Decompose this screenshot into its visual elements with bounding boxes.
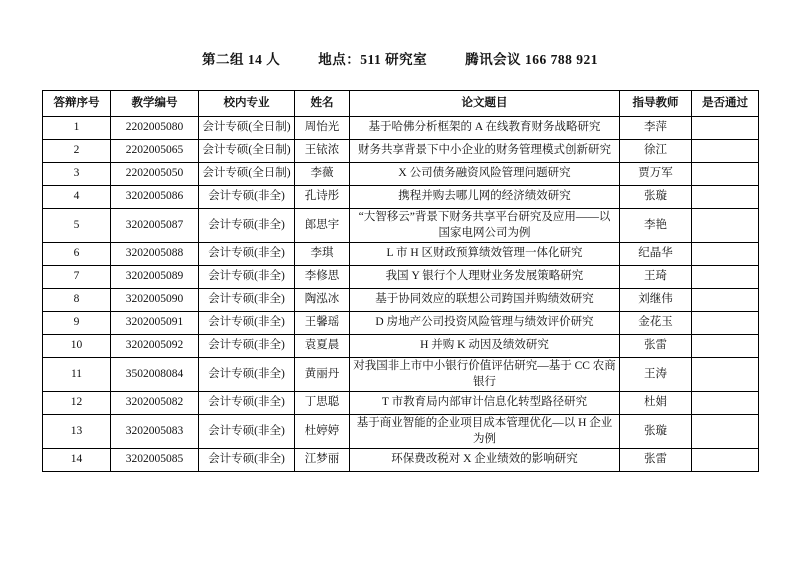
cell-teaching-id: 3202005083: [111, 415, 199, 449]
cell-name: 王铱浓: [295, 140, 350, 163]
cell-name: 李琪: [295, 243, 350, 266]
cell-thesis-title: 环保费改税对 X 企业绩效的影响研究: [350, 449, 620, 472]
cell-pass-status: [692, 163, 759, 186]
cell-name: 孔诗彤: [295, 186, 350, 209]
cell-name: 李修思: [295, 266, 350, 289]
cell-name: 周怡光: [295, 117, 350, 140]
cell-thesis-title: 对我国非上市中小银行价值评估研究—基于 CC 农商银行: [350, 358, 620, 392]
cell-pass-status: [692, 449, 759, 472]
cell-serial: 14: [43, 449, 111, 472]
cell-teaching-id: 2202005080: [111, 117, 199, 140]
cell-major: 会计专硕(全日制): [199, 163, 295, 186]
table-row: [43, 392, 759, 415]
group-label: 第二组 14 人: [201, 52, 281, 67]
cell-thesis-title: 基于哈佛分析框架的 A 在线教育财务战略研究: [350, 117, 620, 140]
meeting-label: 腾讯会议 166 788 921: [465, 52, 598, 67]
cell-name: 黄丽丹: [295, 358, 350, 392]
cell-major: 会计专硕(全日制): [199, 140, 295, 163]
cell-major: 会计专硕(非全): [199, 312, 295, 335]
cell-thesis-title: D 房地产公司投资风险管理与绩效评价研究: [350, 312, 620, 335]
table-body: [43, 117, 759, 472]
cell-teaching-id: 3502008084: [111, 358, 199, 392]
cell-major: 会计专硕(非全): [199, 289, 295, 312]
cell-advisor: 李萍: [620, 117, 692, 140]
cell-serial: 11: [43, 358, 111, 392]
cell-major: 会计专硕(非全): [199, 415, 295, 449]
cell-advisor: 徐江: [620, 140, 692, 163]
cell-advisor: 张雷: [620, 335, 692, 358]
cell-major: 会计专硕(非全): [199, 358, 295, 392]
cell-serial: 13: [43, 415, 111, 449]
cell-advisor: 金花玉: [620, 312, 692, 335]
cell-name: 李薇: [295, 163, 350, 186]
cell-serial: 1: [43, 117, 111, 140]
table-row: [43, 312, 759, 335]
cell-thesis-title: L 市 H 区财政预算绩效管理一体化研究: [350, 243, 620, 266]
cell-major: 会计专硕(非全): [199, 186, 295, 209]
cell-pass-status: [692, 186, 759, 209]
cell-teaching-id: 3202005091: [111, 312, 199, 335]
cell-advisor: 李艳: [620, 209, 692, 243]
cell-thesis-title: 携程并购去哪儿网的经济绩效研究: [350, 186, 620, 209]
cell-name: 王馨瑶: [295, 312, 350, 335]
table-row: [43, 209, 759, 243]
cell-serial: 7: [43, 266, 111, 289]
column-header-name: 姓名: [295, 91, 350, 117]
cell-major: 会计专硕(非全): [199, 243, 295, 266]
cell-serial: 10: [43, 335, 111, 358]
cell-thesis-title: 财务共享背景下中小企业的财务管理模式创新研究: [350, 140, 620, 163]
cell-thesis-title: X 公司债务融资风险管理问题研究: [350, 163, 620, 186]
cell-serial: 12: [43, 392, 111, 415]
cell-major: 会计专硕(非全): [199, 209, 295, 243]
cell-thesis-title: T 市教育局内部审计信息化转型路径研究: [350, 392, 620, 415]
cell-name: 郎思宇: [295, 209, 350, 243]
cell-pass-status: [692, 243, 759, 266]
cell-pass-status: [692, 209, 759, 243]
cell-advisor: 纪晶华: [620, 243, 692, 266]
cell-teaching-id: 3202005090: [111, 289, 199, 312]
table-row: [43, 289, 759, 312]
cell-thesis-title: 基于商业智能的企业项目成本管理优化—以 H 企业为例: [350, 415, 620, 449]
cell-thesis-title: 我国 Y 银行个人理财业务发展策略研究: [350, 266, 620, 289]
table-row: [43, 266, 759, 289]
cell-pass-status: [692, 289, 759, 312]
cell-name: 陶泓冰: [295, 289, 350, 312]
cell-advisor: 张璇: [620, 186, 692, 209]
cell-major: 会计专硕(全日制): [199, 117, 295, 140]
cell-serial: 6: [43, 243, 111, 266]
cell-major: 会计专硕(非全): [199, 449, 295, 472]
cell-teaching-id: 3202005089: [111, 266, 199, 289]
header-row: [43, 91, 759, 117]
column-header-major: 校内专业: [199, 91, 295, 117]
cell-teaching-id: 2202005050: [111, 163, 199, 186]
cell-advisor: 张璇: [620, 415, 692, 449]
table-row: [43, 140, 759, 163]
table-row: [43, 415, 759, 449]
column-header-teaching-id: 教学编号: [111, 91, 199, 117]
cell-pass-status: [692, 117, 759, 140]
column-header-pass-status: 是否通过: [692, 91, 759, 117]
cell-teaching-id: 3202005088: [111, 243, 199, 266]
cell-pass-status: [692, 312, 759, 335]
cell-teaching-id: 3202005087: [111, 209, 199, 243]
cell-serial: 3: [43, 163, 111, 186]
table-row: [43, 163, 759, 186]
cell-thesis-title: H 并购 K 动因及绩效研究: [350, 335, 620, 358]
cell-advisor: 刘继伟: [620, 289, 692, 312]
table-row: [43, 335, 759, 358]
document-title-line: [0, 48, 800, 68]
defense-table: [42, 90, 759, 472]
cell-serial: 2: [43, 140, 111, 163]
column-header-thesis-title: 论文题目: [350, 91, 620, 117]
cell-teaching-id: 3202005086: [111, 186, 199, 209]
cell-teaching-id: 3202005092: [111, 335, 199, 358]
cell-name: 丁思聪: [295, 392, 350, 415]
cell-thesis-title: 基于协同效应的联想公司跨国并购绩效研究: [350, 289, 620, 312]
table-row: [43, 358, 759, 392]
location-label: 地点：511 研究室: [318, 52, 428, 67]
cell-thesis-title: “大智移云”背景下财务共享平台研究及应用——以国家电网公司为例: [350, 209, 620, 243]
cell-pass-status: [692, 140, 759, 163]
column-header-serial: 答辩序号: [43, 91, 111, 117]
cell-pass-status: [692, 358, 759, 392]
cell-advisor: 张雷: [620, 449, 692, 472]
cell-advisor: 王琦: [620, 266, 692, 289]
cell-advisor: 贾万军: [620, 163, 692, 186]
cell-major: 会计专硕(非全): [199, 335, 295, 358]
cell-pass-status: [692, 266, 759, 289]
table-row: [43, 117, 759, 140]
cell-major: 会计专硕(非全): [199, 266, 295, 289]
cell-teaching-id: 3202005085: [111, 449, 199, 472]
cell-serial: 8: [43, 289, 111, 312]
table-row: [43, 186, 759, 209]
cell-serial: 5: [43, 209, 111, 243]
cell-pass-status: [692, 335, 759, 358]
cell-major: 会计专硕(非全): [199, 392, 295, 415]
cell-serial: 9: [43, 312, 111, 335]
cell-serial: 4: [43, 186, 111, 209]
cell-name: 杜婷婷: [295, 415, 350, 449]
table-row: [43, 449, 759, 472]
cell-teaching-id: 3202005082: [111, 392, 199, 415]
cell-teaching-id: 2202005065: [111, 140, 199, 163]
cell-pass-status: [692, 415, 759, 449]
cell-pass-status: [692, 392, 759, 415]
cell-name: 袁夏晨: [295, 335, 350, 358]
table-row: [43, 243, 759, 266]
column-header-advisor: 指导教师: [620, 91, 692, 117]
table-header-row: [43, 91, 759, 117]
cell-advisor: 王涛: [620, 358, 692, 392]
cell-advisor: 杜娟: [620, 392, 692, 415]
cell-name: 江梦丽: [295, 449, 350, 472]
